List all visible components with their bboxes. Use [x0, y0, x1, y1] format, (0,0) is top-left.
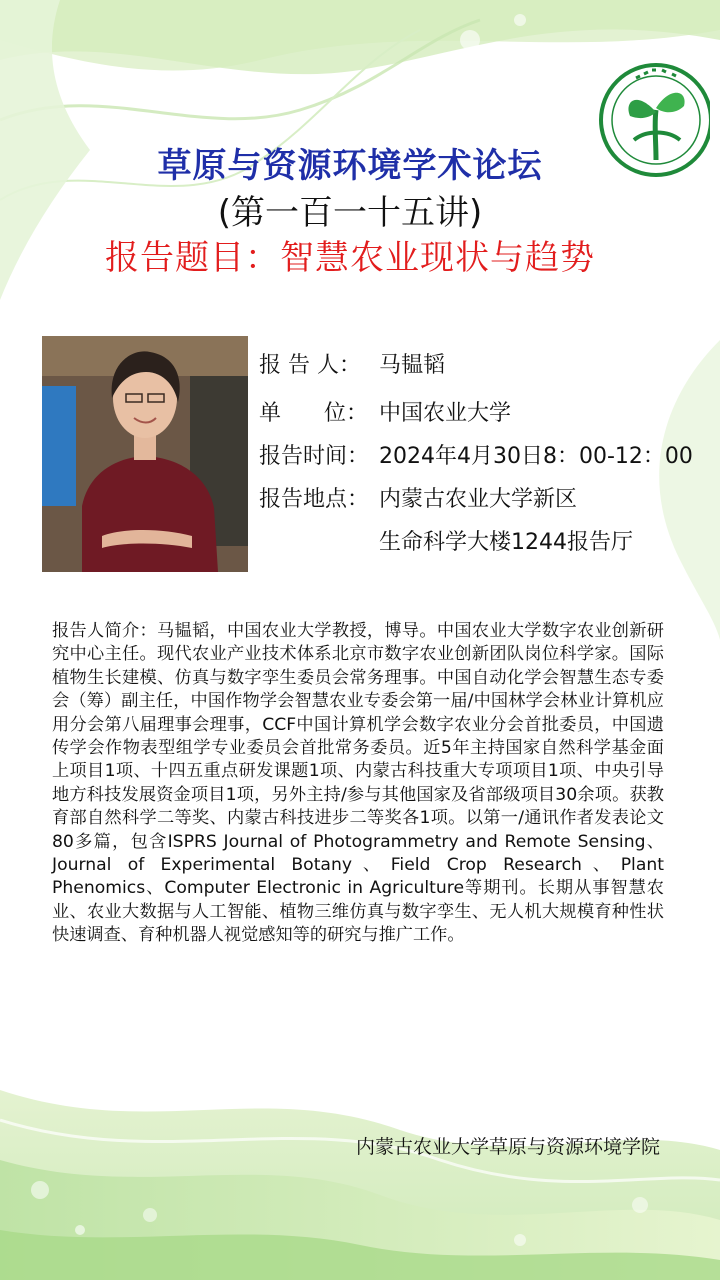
place-row-2 [259, 525, 633, 556]
unit-value: 中国农业大学 [379, 401, 512, 426]
place-line2: 生命科学大楼1244报告厅 [379, 530, 633, 555]
speaker-row [259, 348, 445, 379]
speaker-name: 马韫韬 [379, 353, 446, 378]
speaker-photo [42, 336, 248, 572]
speaker-label: 报 告 人： [259, 353, 361, 378]
unit-label: 单 位： [259, 401, 368, 426]
place-row [259, 482, 577, 513]
organizer: 内蒙古农业大学草原与资源环境学院 [355, 1136, 660, 1158]
speaker-bio: 报告人简介：马韫韬，中国农业大学教授，博导。中国农业大学数字农业创新研究中心主任。现代农业产业技术体系北京市数字农业创新团队岗位科学家。国际植物生长建模、仿真与数字孪生委员会常务理事。中国自动化学会智慧生态专委会（筹）副主任，中国作物学会智慧农业专委会第一届/中国林学会林业计算机应用分会第八届理事会理事，CCF中国计算机学会数字农业分会首批委员，中国遗传学会作物表型组学专业委员会首批常务委员。近5年主持国家自然科学基金面上项目1项、十四五重点研发课题1项、内蒙古科技重大专项项目1项、中央引导地方科技发展资金项目1项，另外主持/参与其他国家及省部级项目30余项。获教育部自然科学二等奖、内蒙古科技进步二等奖各1项。以第一/通讯作者发表论文80多篇，包含ISPRS Journal of Photogrammetry and Remote Sensing、Journal of Experimental Botany、Field Crop Research、Plant Phenomics、Computer Electronic in Agriculture等期刊。长期从事智慧农业、农业大数据与人工智能、植物三维仿真与数字孪生、无人机大规模育种性状快速调查、育种机器人视觉感知等的研究与推广工作。 [52, 621, 664, 946]
report-topic: 报告题目：智慧农业现状与趋势 [105, 238, 595, 278]
forum-title: 草原与资源环境学术论坛 [157, 146, 543, 186]
time-value: 2024年4月30日8：00-12：00 [379, 444, 693, 469]
place-label: 报告地点： [259, 487, 370, 512]
place-line1: 内蒙古农业大学新区 [379, 487, 578, 512]
unit-row [259, 396, 511, 427]
time-row [259, 439, 693, 470]
time-label: 报告时间： [259, 444, 370, 469]
session-number: (第一百一十五讲) [217, 193, 483, 233]
